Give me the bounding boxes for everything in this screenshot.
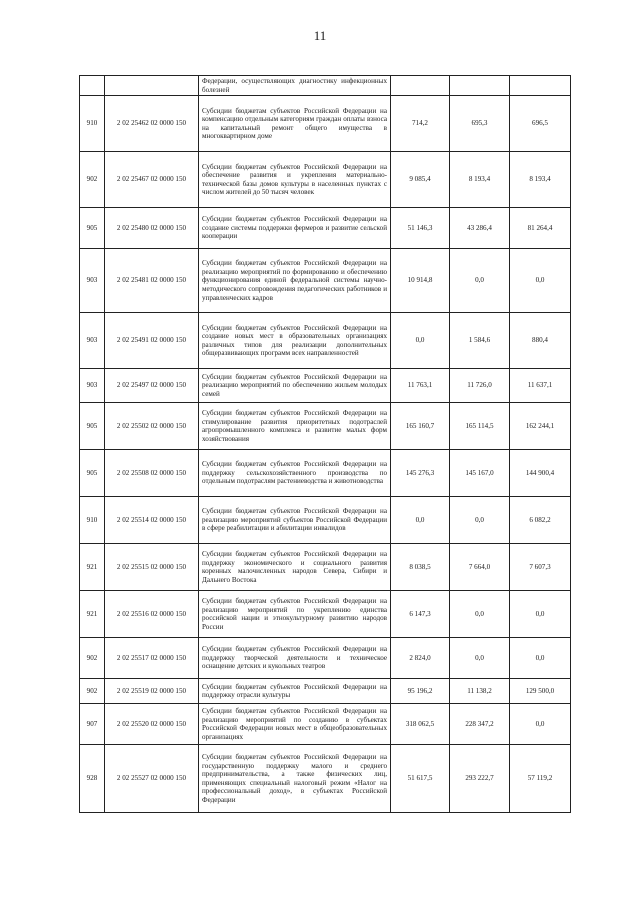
classification-code-cell: 2 02 25516 02 0000 150 <box>105 591 199 638</box>
table-row <box>80 152 571 208</box>
classification-code-cell: 2 02 25462 02 0000 150 <box>105 96 199 152</box>
table-row <box>80 745 571 813</box>
amount-year2-cell: 293 222,7 <box>450 745 510 813</box>
revenue-name-cell: Субсидии бюджетам субъектов Российской Федерации на создание системы поддержки фермеров и развитие сельской кооперации <box>199 208 391 249</box>
revenue-name-cell: Субсидии бюджетам субъектов Российской Федерации на поддержку сельскохозяйственного производства по отдельным подотраслям растениеводства и животноводства <box>199 450 391 497</box>
amount-year1-cell: 10 914,8 <box>391 249 450 313</box>
table-row <box>80 96 571 152</box>
amount-year3-cell: 11 637,1 <box>510 369 571 403</box>
classification-code-cell: 2 02 25519 02 0000 150 <box>105 679 199 704</box>
amount-year2-cell: 0,0 <box>450 249 510 313</box>
budget-code-cell: 902 <box>80 638 105 679</box>
amount-year1-cell: 2 824,0 <box>391 638 450 679</box>
revenue-name-cell: Федерации, осуществляющих диагностику инфекционных болезней <box>199 76 391 96</box>
budget-code-cell: 910 <box>80 497 105 544</box>
amount-year1-cell: 165 160,7 <box>391 403 450 450</box>
amount-year1-cell: 0,0 <box>391 313 450 369</box>
revenue-name-cell: Субсидии бюджетам субъектов Российской Федерации на создание новых мест в образовательных организациях различных типов для реализации дополнительных общеразвивающих программ всех направленностей <box>199 313 391 369</box>
amount-year3-cell: 7 607,3 <box>510 544 571 591</box>
page-number: 11 <box>313 28 327 43</box>
table-row <box>80 76 571 96</box>
table-row <box>80 369 571 403</box>
classification-code-cell: 2 02 25481 02 0000 150 <box>105 249 199 313</box>
classification-code-cell <box>105 76 199 96</box>
classification-code-cell: 2 02 25515 02 0000 150 <box>105 544 199 591</box>
table-row <box>80 497 571 544</box>
table-row <box>80 450 571 497</box>
budget-code-cell: 903 <box>80 369 105 403</box>
amount-year1-cell: 8 038,5 <box>391 544 450 591</box>
classification-code-cell: 2 02 25467 02 0000 150 <box>105 152 199 208</box>
amount-year3-cell: 696,5 <box>510 96 571 152</box>
amount-year3-cell: 57 119,2 <box>510 745 571 813</box>
classification-code-cell: 2 02 25508 02 0000 150 <box>105 450 199 497</box>
budget-code-cell: 905 <box>80 450 105 497</box>
amount-year3-cell: 0,0 <box>510 591 571 638</box>
budget-code-cell: 928 <box>80 745 105 813</box>
amount-year2-cell: 695,3 <box>450 96 510 152</box>
revenue-name-cell: Субсидии бюджетам субъектов Российской Федерации на компенсацию отдельным категориям граждан оплаты взноса на капитальный ремонт общего имущества в многоквартирном доме <box>199 96 391 152</box>
table-row <box>80 591 571 638</box>
amount-year1-cell <box>391 76 450 96</box>
budget-code-cell <box>80 76 105 96</box>
table-row <box>80 313 571 369</box>
amount-year1-cell: 95 196,2 <box>391 679 450 704</box>
budget-code-cell: 903 <box>80 313 105 369</box>
budget-code-cell: 907 <box>80 704 105 745</box>
amount-year1-cell: 0,0 <box>391 497 450 544</box>
amount-year2-cell: 0,0 <box>450 497 510 544</box>
budget-table <box>79 75 571 813</box>
budget-code-cell: 910 <box>80 96 105 152</box>
amount-year1-cell: 11 763,1 <box>391 369 450 403</box>
amount-year1-cell: 6 147,3 <box>391 591 450 638</box>
revenue-name-cell: Субсидии бюджетам субъектов Российской Федерации на поддержку отрасли культуры <box>199 679 391 704</box>
classification-code-cell: 2 02 25497 02 0000 150 <box>105 369 199 403</box>
amount-year3-cell: 880,4 <box>510 313 571 369</box>
amount-year3-cell: 144 900,4 <box>510 450 571 497</box>
budget-code-cell: 905 <box>80 403 105 450</box>
revenue-name-cell: Субсидии бюджетам субъектов Российской Федерации на обеспечение развития и укрепления материально-технической базы домов культуры в населенных пунктах с числом жителей до 50 тысяч человек <box>199 152 391 208</box>
revenue-name-cell: Субсидии бюджетам субъектов Российской Федерации на реализацию мероприятий по созданию в субъектах Российской Федерации новых мест в общеобразовательных организациях <box>199 704 391 745</box>
amount-year3-cell: 6 082,2 <box>510 497 571 544</box>
budget-table-body <box>80 76 571 813</box>
amount-year1-cell: 714,2 <box>391 96 450 152</box>
classification-code-cell: 2 02 25491 02 0000 150 <box>105 313 199 369</box>
amount-year2-cell: 43 286,4 <box>450 208 510 249</box>
revenue-name-cell: Субсидии бюджетам субъектов Российской Федерации на поддержку творческой деятельности и техническое оснащение детских и кукольных театров <box>199 638 391 679</box>
amount-year2-cell: 11 726,0 <box>450 369 510 403</box>
amount-year3-cell: 0,0 <box>510 249 571 313</box>
table-row <box>80 704 571 745</box>
classification-code-cell: 2 02 25514 02 0000 150 <box>105 497 199 544</box>
revenue-name-cell: Субсидии бюджетам субъектов Российской Федерации на реализацию мероприятий субъектов Российской Федерации в сфере реабилитации и абилитации инвалидов <box>199 497 391 544</box>
amount-year2-cell: 0,0 <box>450 591 510 638</box>
amount-year3-cell <box>510 76 571 96</box>
budget-code-cell: 921 <box>80 591 105 638</box>
classification-code-cell: 2 02 25520 02 0000 150 <box>105 704 199 745</box>
amount-year2-cell: 1 584,6 <box>450 313 510 369</box>
amount-year3-cell: 81 264,4 <box>510 208 571 249</box>
table-row <box>80 638 571 679</box>
amount-year2-cell: 7 664,0 <box>450 544 510 591</box>
classification-code-cell: 2 02 25517 02 0000 150 <box>105 638 199 679</box>
amount-year2-cell: 11 138,2 <box>450 679 510 704</box>
revenue-name-cell: Субсидии бюджетам субъектов Российской Федерации на государственную поддержку малого и среднего предпринимательства, а также физических лиц, применяющих специальный налоговый режим «Налог на профессиональный доход», в субъектах Российской Федерации <box>199 745 391 813</box>
amount-year1-cell: 318 062,5 <box>391 704 450 745</box>
budget-code-cell: 903 <box>80 249 105 313</box>
budget-code-cell: 921 <box>80 544 105 591</box>
amount-year3-cell: 0,0 <box>510 704 571 745</box>
classification-code-cell: 2 02 25480 02 0000 150 <box>105 208 199 249</box>
revenue-name-cell: Субсидии бюджетам субъектов Российской Федерации на реализацию мероприятий по укреплению единства российской нации и этнокультурному развитию народов России <box>199 591 391 638</box>
amount-year1-cell: 51 146,3 <box>391 208 450 249</box>
revenue-name-cell: Субсидии бюджетам субъектов Российской Федерации на поддержку экономического и социального развития коренных малочисленных народов Севера, Сибири и Дальнего Востока <box>199 544 391 591</box>
budget-code-cell: 905 <box>80 208 105 249</box>
amount-year2-cell <box>450 76 510 96</box>
amount-year2-cell: 228 347,2 <box>450 704 510 745</box>
amount-year2-cell: 145 167,0 <box>450 450 510 497</box>
budget-code-cell: 902 <box>80 679 105 704</box>
classification-code-cell: 2 02 25527 02 0000 150 <box>105 745 199 813</box>
amount-year1-cell: 9 085,4 <box>391 152 450 208</box>
table-row <box>80 679 571 704</box>
amount-year1-cell: 51 617,5 <box>391 745 450 813</box>
amount-year3-cell: 8 193,4 <box>510 152 571 208</box>
table-row <box>80 208 571 249</box>
revenue-name-cell: Субсидии бюджетам субъектов Российской Федерации на реализацию мероприятий по обеспечению жильем молодых семей <box>199 369 391 403</box>
amount-year1-cell: 145 276,3 <box>391 450 450 497</box>
table-row <box>80 544 571 591</box>
amount-year2-cell: 0,0 <box>450 638 510 679</box>
amount-year2-cell: 8 193,4 <box>450 152 510 208</box>
table-row <box>80 403 571 450</box>
budget-code-cell: 902 <box>80 152 105 208</box>
amount-year3-cell: 162 244,1 <box>510 403 571 450</box>
amount-year2-cell: 165 114,5 <box>450 403 510 450</box>
amount-year3-cell: 129 500,0 <box>510 679 571 704</box>
table-row <box>80 249 571 313</box>
amount-year3-cell: 0,0 <box>510 638 571 679</box>
revenue-name-cell: Субсидии бюджетам субъектов Российской Федерации на стимулирование развития приоритетных подотраслей агропромышленного комплекса и развитие малых форм хозяйствования <box>199 403 391 450</box>
revenue-name-cell: Субсидии бюджетам субъектов Российской Федерации на реализацию мероприятий по формированию и обеспечению функционирования единой федеральной системы научно-методического сопровождения педагогических работников и управленческих кадров <box>199 249 391 313</box>
classification-code-cell: 2 02 25502 02 0000 150 <box>105 403 199 450</box>
